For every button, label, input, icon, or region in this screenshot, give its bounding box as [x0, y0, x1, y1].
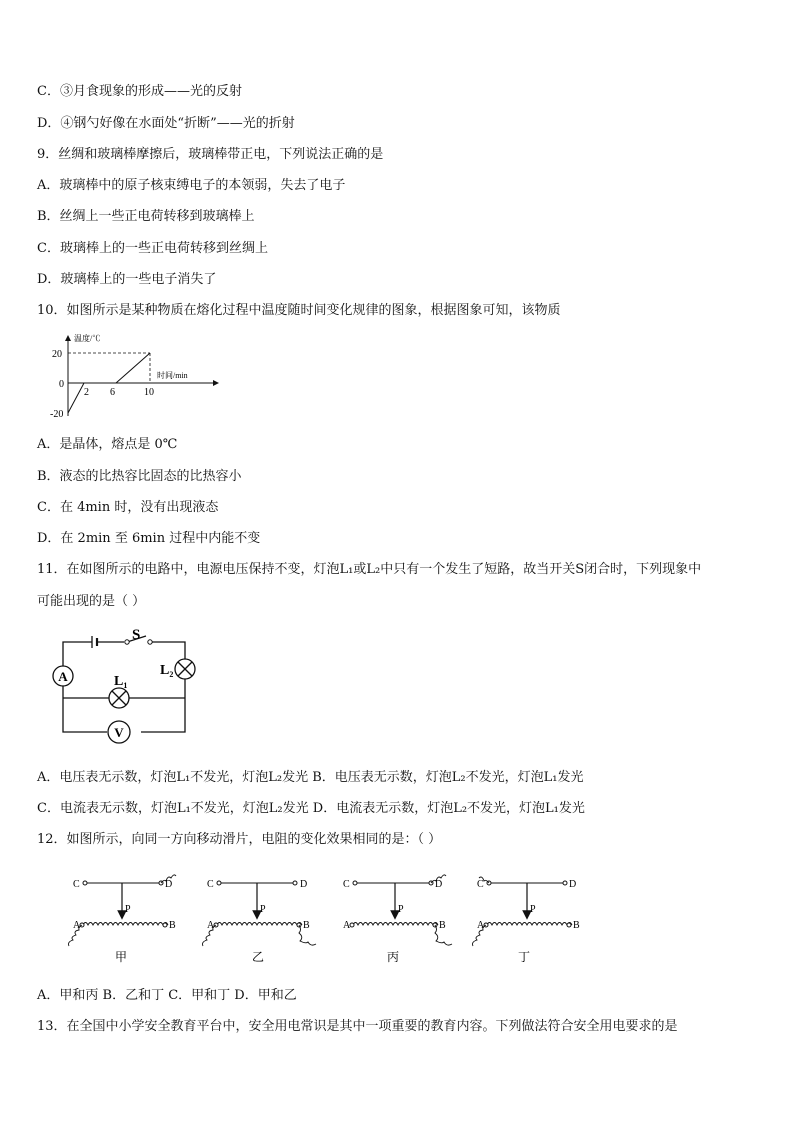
jia-label-b: B	[169, 920, 176, 931]
ding-label-d: D	[569, 879, 577, 890]
circuit-diagram	[48, 624, 198, 752]
bing-label-d: D	[435, 879, 443, 890]
ding-label-p: P	[530, 904, 536, 915]
rheostat-figures	[55, 865, 595, 970]
yi-label-b: B	[303, 920, 310, 931]
q9-stem: 9．丝绸和玻璃棒摩擦后，玻璃棒带正电，下列说法正确的是	[37, 147, 384, 162]
rheostat-name-jia: 甲	[115, 950, 128, 964]
q11-options-ab: A．电压表无示数，灯泡L₁不发光，灯泡L₂发光 B．电压表无示数，灯泡L₂不发光，灯泡L₁发光	[37, 770, 584, 785]
q10-stem: 10．如图所示是某种物质在熔化过程中温度随时间变化规律的图象，根据图象可知，该物质	[37, 303, 561, 318]
rheostat-name-ding: 丁	[518, 950, 531, 964]
x-tick-10: 10	[144, 387, 154, 398]
lamp-l1	[109, 688, 129, 708]
q11-stem-line1: 11．在如图所示的电路中，电源电压保持不变，灯泡L₁或L₂中只有一个发生了短路，故当开关S闭合时，下列现象中	[37, 562, 702, 577]
bing-label-c: C	[343, 879, 350, 890]
voltmeter-label: V	[114, 725, 124, 740]
q13-stem: 13．在全国中小学安全教育平台中，安全用电常识是其中一项重要的教育内容。下列做法符合安全用电要求的是	[37, 1019, 678, 1034]
y-tick-minus-20: -20	[50, 409, 64, 420]
ding-label-a: A	[477, 920, 485, 931]
x-axis-label: 时间/min	[157, 371, 188, 380]
q9-option-b: B．丝绸上一些正电荷转移到玻璃棒上	[37, 209, 255, 224]
rheostat-bing	[350, 881, 438, 927]
yi-label-d: D	[300, 879, 308, 890]
y-axis-label: 温度/℃	[74, 334, 101, 343]
q10-option-a: A．是晶体，熔点是 0℃	[37, 437, 178, 452]
q12-stem: 12．如图所示，向同一方向移动滑片，电阻的变化效果相同的是：（ ）	[37, 832, 442, 847]
yi-label-a: A	[207, 920, 215, 931]
q10-option-d: D．在 2min 至 6min 过程中内能不变	[37, 531, 261, 546]
yi-label-c: C	[207, 879, 214, 890]
rheostat-yi	[214, 881, 302, 927]
rheostat-jia	[80, 881, 168, 927]
jia-label-c: C	[73, 879, 80, 890]
q8-option-d: D．④钢勺好像在水面处“折断”——光的折射	[37, 116, 295, 131]
q12-options: A．甲和丙 B．乙和丁 C．甲和丁 D．甲和乙	[37, 988, 297, 1003]
bing-label-a: A	[343, 920, 351, 931]
q9-option-a: A．玻璃棒中的原子核束缚电子的本领弱，失去了电子	[37, 178, 346, 193]
lamp1-label: $L_1$	[114, 674, 128, 690]
wire-right-bottom	[141, 679, 185, 732]
q11-options-cd: C．电流表无示数，灯泡L₁不发光，灯泡L₂发光 D．电流表无示数，灯泡L₂不发光，灯泡L₁发光	[37, 801, 585, 816]
switch-terminal-left	[125, 640, 129, 644]
lamp-l2	[175, 659, 195, 679]
bing-label-b: B	[439, 920, 446, 931]
bing-label-p: P	[398, 904, 404, 915]
wire-left-top	[63, 642, 92, 666]
rheostat-name-bing: 丙	[387, 950, 400, 964]
jia-label-p: P	[125, 904, 131, 915]
q8-option-c: C．③月食现象的形成——光的反射	[37, 84, 242, 99]
q11-stem-line2: 可能出现的是（ ）	[37, 594, 146, 609]
switch-label: S	[132, 627, 141, 643]
x-tick-2: 2	[84, 387, 89, 398]
voltmeter	[108, 721, 130, 743]
rheostat-name-yi: 乙	[252, 950, 265, 964]
q10-option-c: C．在 4min 时，没有出现液态	[37, 500, 219, 515]
melting-graph	[50, 330, 220, 420]
ding-label-b: B	[573, 920, 580, 931]
yi-label-p: P	[260, 904, 266, 915]
q9-option-c: C．玻璃棒上的一些正电荷转移到丝绸上	[37, 241, 268, 256]
ding-label-c: C	[477, 879, 484, 890]
switch-terminal-right	[148, 640, 152, 644]
y-tick-0: 0	[59, 379, 64, 390]
ammeter	[53, 666, 73, 686]
q9-option-d: D．玻璃棒上的一些电子消失了	[37, 272, 217, 287]
jia-label-d: D	[165, 879, 173, 890]
y-tick-20: 20	[52, 349, 62, 360]
jia-label-a: A	[73, 920, 81, 931]
x-tick-6: 6	[110, 387, 115, 398]
wire-right-top	[150, 642, 185, 659]
ammeter-label: A	[58, 669, 68, 684]
wire-left-bottom	[63, 686, 107, 732]
q10-option-b: B．液态的比热容比固态的比热容小	[37, 469, 242, 484]
rheostat-ding	[484, 881, 572, 927]
lamp2-label: $L_2$	[160, 663, 174, 679]
